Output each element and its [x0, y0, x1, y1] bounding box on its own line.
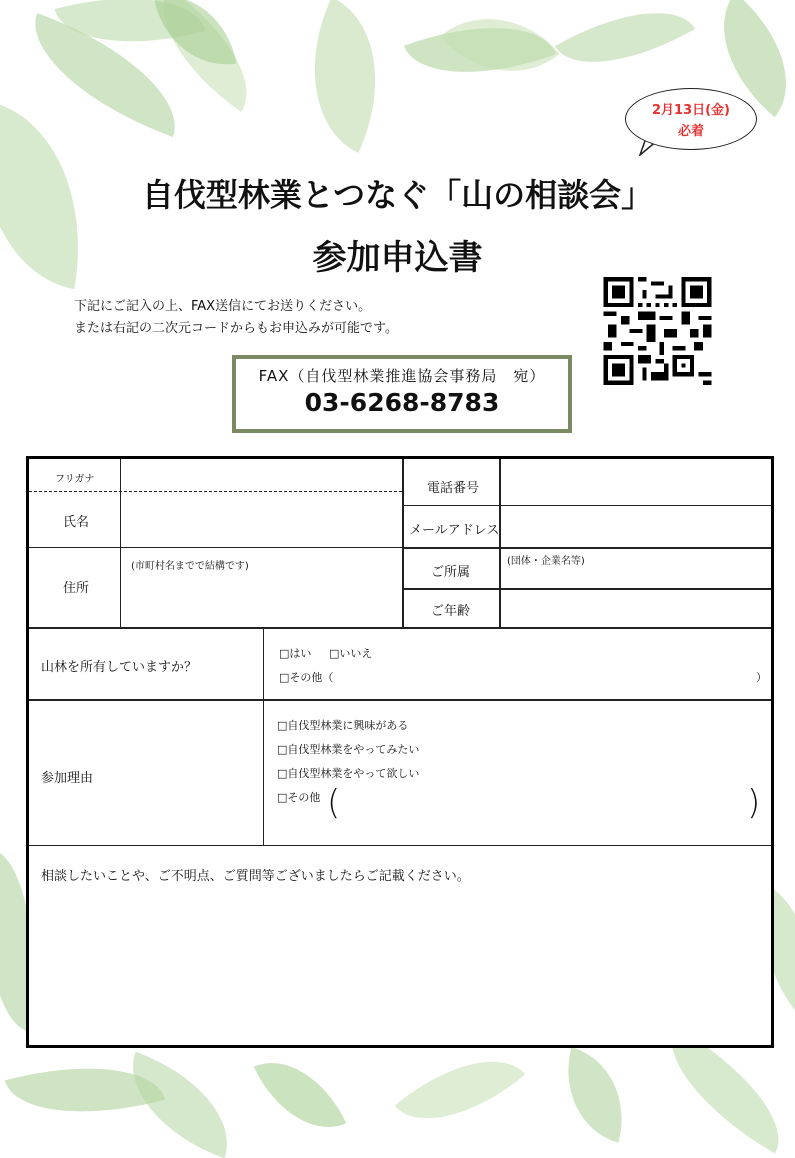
name-label: 氏名: [63, 515, 90, 530]
other-close-paren: ）: [756, 671, 767, 684]
leaf-decoration: [277, 0, 414, 153]
reason-checkbox-other[interactable]: □その他: [277, 791, 321, 804]
reason-close-paren: ): [747, 783, 761, 823]
address-hint: (市町村名までで結構です): [131, 561, 249, 572]
reason-checkbox-try[interactable]: □自伐型林業をやってみたい: [277, 743, 420, 756]
application-form: [26, 456, 774, 1048]
intro-line-1: 下記にご記入の上、FAX送信にてお送りください。: [74, 299, 372, 314]
age-label: ご年齢: [431, 604, 471, 619]
leaf-decoration: [440, 0, 559, 105]
phone-label: 電話番号: [427, 481, 480, 496]
intro-line-2: または右記の二次元コードからもお申込みが可能です。: [74, 321, 398, 336]
leaf-decoration: [254, 1042, 346, 1149]
fax-number: 03-6268-8783: [304, 388, 500, 417]
furigana-input[interactable]: [122, 461, 400, 490]
deadline-note: 必着: [677, 124, 704, 139]
page-title: 自伐型林業とつなぐ「山の相談会」: [141, 176, 654, 214]
reason-checkbox-interest[interactable]: □自伐型林業に興味がある: [277, 719, 409, 732]
phone-input[interactable]: [501, 461, 769, 504]
reason-other-input[interactable]: [339, 789, 739, 829]
leaf-decoration: [551, 1047, 639, 1142]
leaf-decoration: [555, 0, 695, 94]
name-input[interactable]: [122, 493, 400, 546]
reason-checkbox-want[interactable]: □自伐型林業をやって欲しい: [277, 767, 420, 780]
fax-recipient-label: FAX（自伐型林業推進協会事務局 宛）: [258, 367, 546, 385]
email-input[interactable]: [501, 507, 769, 546]
reason-label: 参加理由: [41, 771, 94, 786]
reason-open-paren: (: [327, 783, 341, 823]
address-label: 住所: [63, 581, 90, 596]
intro-text: [74, 296, 398, 340]
affiliation-hint: (団体・企業名等): [507, 556, 585, 567]
page-subtitle: 参加申込書: [312, 238, 483, 278]
checkbox-no[interactable]: □いいえ: [329, 647, 373, 660]
comments-prompt: 相談したいことや、ご不明点、ご質問等ございましたらご記載ください。: [41, 869, 470, 884]
qr-code-icon[interactable]: [602, 277, 713, 385]
affiliation-label: ご所属: [431, 565, 471, 580]
furigana-label: フリガナ: [55, 474, 95, 485]
checkbox-other[interactable]: □その他（: [279, 671, 334, 684]
fax-info-box: [232, 355, 572, 433]
address-input[interactable]: [122, 571, 400, 626]
comments-textarea[interactable]: [31, 889, 769, 1041]
affiliation-input[interactable]: [501, 565, 769, 587]
checkbox-yes[interactable]: □はい: [279, 647, 312, 660]
deadline-bubble: [625, 88, 757, 150]
age-input[interactable]: [501, 590, 769, 626]
deadline-date: 2月13日(金): [651, 103, 731, 118]
forest-ownership-question: 山林を所有していますか？: [41, 660, 198, 675]
email-label: メールアドレス: [409, 523, 500, 538]
